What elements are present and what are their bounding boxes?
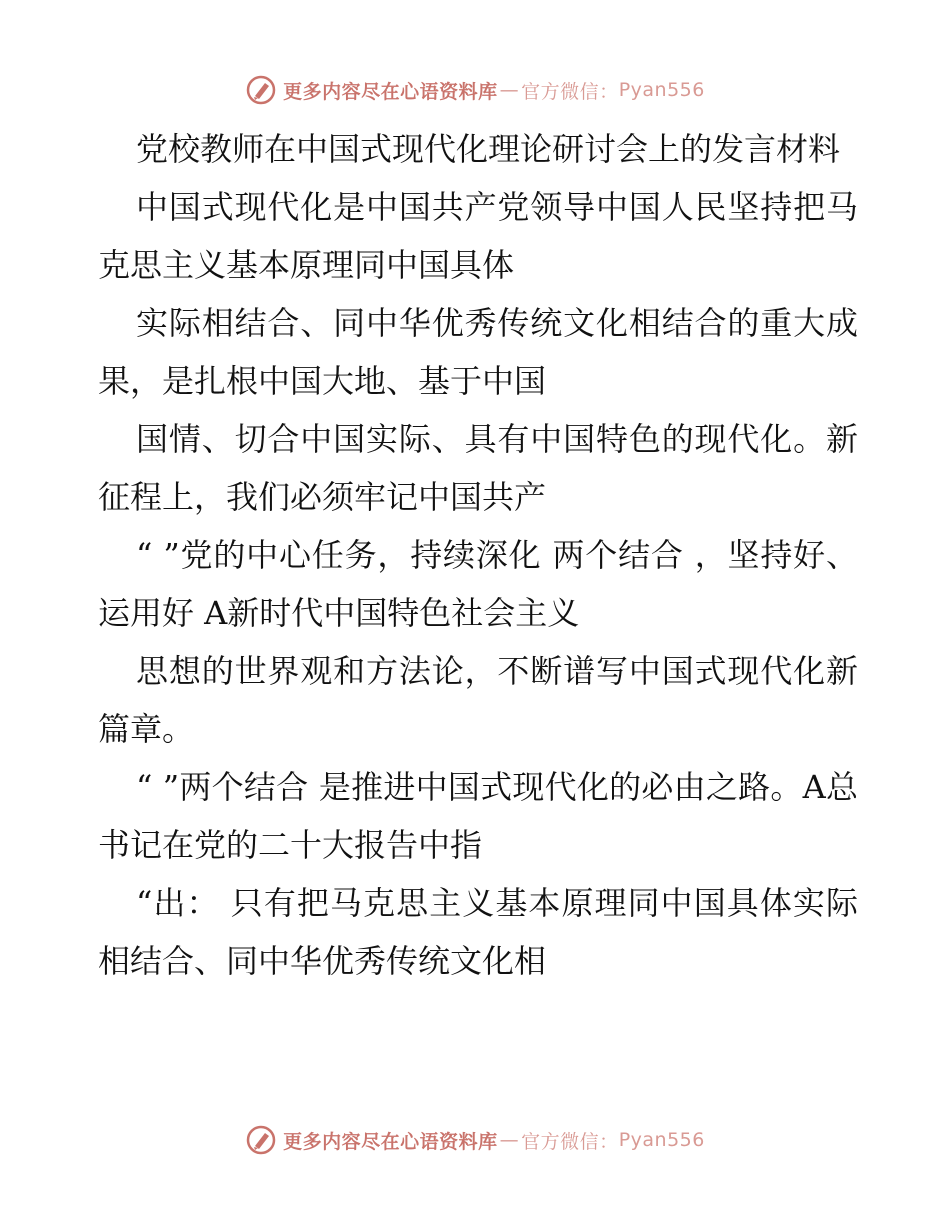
document-body [98,120,858,990]
paragraph-2: 实际相结合、同中华优秀传统文化相结合的重大成果，是扎根中国大地、基于中国 [98,304,858,400]
document-title-paragraph: 党校教师在中国式现代化理论研讨会上的发言材料 [136,130,841,168]
banner-wechat-id: Pyan556 [618,79,705,101]
paragraph-6: “ ”两个结合 是推进中国式现代化的必由之路。A总书记在党的二十大报告中指 [98,768,858,864]
footer-wechat-id: Pyan556 [618,1129,705,1151]
paragraph-1: 中国式现代化是中国共产党领导中国人民坚持把马克思主义基本原理同中国具体 [98,188,858,284]
footer-brand: 更多内容尽在心语资料库 [283,1130,498,1153]
pen-logo-icon [245,74,277,106]
banner-separator: — [499,79,520,101]
paragraph-4: “ ”党的中心任务，持续深化 两个结合 ，坚持好、运用好 A新时代中国特色社会主义 [98,536,858,632]
footer-banner [0,1120,950,1160]
paragraph-7: “出： 只有把马克思主义基本原理同中国具体实际相结合、同中华优秀传统文化相 [98,884,858,980]
footer-wechat-label: 官方微信： [521,1130,619,1153]
banner-wechat-label: 官方微信： [521,80,619,103]
pen-logo-icon [245,1124,277,1156]
banner-brand: 更多内容尽在心语资料库 [283,80,498,103]
paragraph-3: 国情、切合中国实际、具有中国特色的现代化。新征程上，我们必须牢记中国共产 [98,420,858,516]
header-banner [0,70,950,110]
paragraph-5: 思想的世界观和方法论，不断谱写中国式现代化新篇章。 [98,652,858,748]
footer-separator: — [499,1129,520,1151]
